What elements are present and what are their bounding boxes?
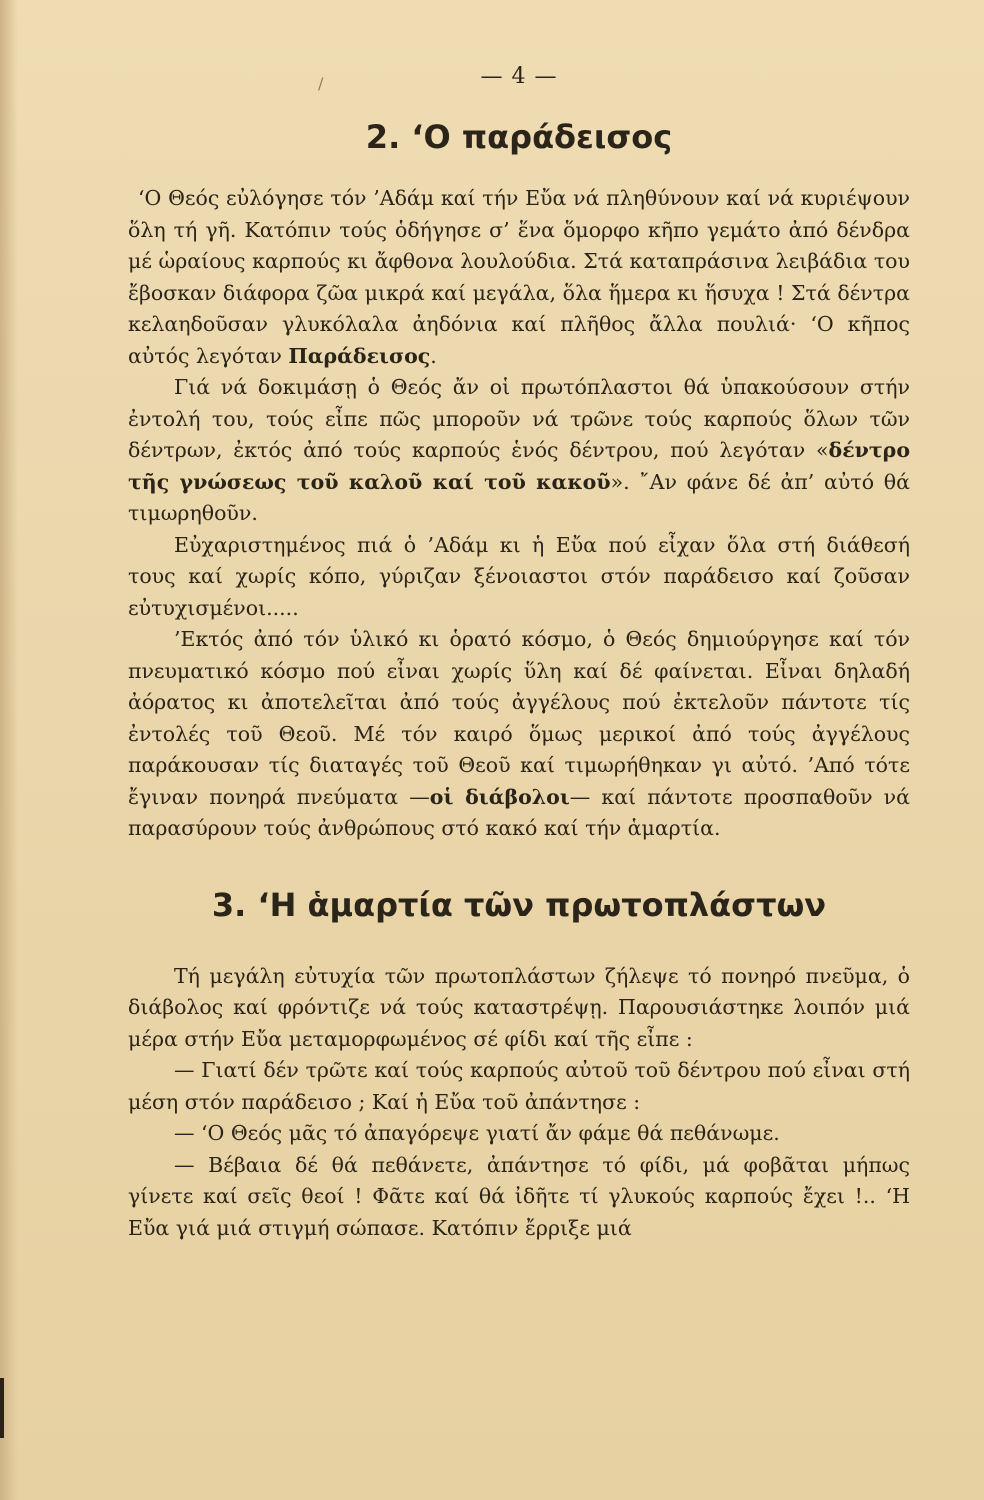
section-title-paradise: 2. ‘Ο παράδεισος <box>365 118 673 156</box>
page-number: — 4 — <box>480 64 558 89</box>
paragraph: — ‘Ο Θεός μᾶς τό ἀπαγόρεψε γιατί ἄν φάμε θά πεθάνωμε. <box>174 1121 780 1145</box>
paragraph: ’Εκτός ἀπό τόν ὑλικό κι ὁρατό κόσμο, ὁ Θεός δημιούργησε καί τόν πνευματικό κόσμο πού εἶναι χωρίς ὕλη καί δέ φαίνεται. Εἶναι δηλαδή ἀόρατος κι ἀποτελεῖται ἀπό τούς ἀγγέλους πού ἐκτελοῦν πάντοτε τίς ἐντολές τοῦ Θεοῦ. Μέ τόν καιρό ὅμως μερικοί ἀπό τούς ἀγγέλους παράκουσαν τίς διαταγές τοῦ Θεοῦ καί τιμωρήθηκαν γι αὐτό. ’Από τότε ἔγιναν πονηρά πνεύματα —οἱ διάβολοι— καί πάντοτε προσπαθοῦν νά παρασύρουν τούς ἀνθρώπους στό κακό καί τήν ἁμαρτία. <box>128 627 910 840</box>
emphasis: Παράδεισος <box>288 343 431 368</box>
emphasis: δέντρο τῆς γνώσεως τοῦ καλοῦ καί τοῦ κακοῦ <box>128 438 910 494</box>
paragraph: Γιά νά δοκιμάσῃ ὁ Θεός ἄν οἱ πρωτόπλαστοι θά ὑπακούσουν στήν ἐντολή του, τούς εἶπε πῶς μποροῦν νά τρῶνε τούς καρπούς ὅλων τῶν δέντρων, ἐκτός ἀπό τούς καρπούς ἑνός δέντρου, πού λεγόταν «δέντρο τῆς γνώσεως τοῦ καλοῦ καί τοῦ κακοῦ». ῎Αν φάνε δέ ἀπ’ αὐτό θά τιμωρηθοῦν. <box>128 375 910 525</box>
paragraph: — Γιατί δέν τρῶτε καί τούς καρπούς αὐτοῦ τοῦ δέντρου πού εἶναι στή μέση στόν παράδεισο ; Καί ἡ Εὔα τοῦ ἀπάντησε : <box>128 1058 910 1114</box>
paragraph: ‘Ο Θεός εὐλόγησε τόν ’Αδάμ καί τήν Εὔα νά πληθύνουν καί νά κυριέψουν ὅλη τή γῆ. Κατόπιν τούς ὁδήγησε σ’ ἕνα ὅμορφο κῆπο γεμάτο ἀπό δένδρα μέ ὡραίους καρπούς κι ἄφθονα λουλούδια. Στά καταπράσινα λειβάδια του ἔβοσκαν διάφορα ζῶα μικρά καί μεγάλα, ὅλα ἥμερα κι ἥσυχα ! Στά δέντρα κελαηδοῦσαν γλυκόλαλα ἀηδόνια καί πλῆθος ἄλλα πουλιά· ‘Ο κῆπος αὐτός λεγόταν Παράδεισος. <box>128 186 910 368</box>
emphasis: οἱ διάβολοι <box>429 784 570 809</box>
paragraph: — Βέβαια δέ θά πεθάνετε, ἀπάντησε τό φίδι, μά φοβᾶται μήπως γίνετε καί σεῖς θεοί ! Φᾶτε καί θά ἰδῆτε τί γλυκούς καρπούς ἔχει !.. ‘Η Εὔα γιά μιά στιγμή σώπασε. Κατόπιν ἔρριξε μιά <box>128 1152 910 1240</box>
paragraph: Εὐχαριστημένος πιά ὁ ’Αδάμ κι ἡ Εὔα πού εἶχαν ὅλα στή διάθεσή τους καί χωρίς κόπο, γύριζαν ξένοιαστοι στόν παράδεισο καί ζοῦσαν εὐτυχισμένοι..... <box>128 532 910 620</box>
stray-pencil-mark: / <box>318 74 324 93</box>
section-title-sin: 3. ‘Η ἁμαρτία τῶν πρωτοπλάστων <box>211 885 827 924</box>
paragraph: Τή μεγάλη εὐτυχία τῶν πρωτοπλάστων ζήλεψε τό πονηρό πνεῦμα, ὁ διάβολος καί φρόντιζε νά τούς καταστρέψῃ. Παρουσιάστηκε λοιπόν μιά μέρα στήν Εὔα μεταμορφωμένος σέ φίδι καί τῆς εἶπε : <box>128 963 910 1051</box>
